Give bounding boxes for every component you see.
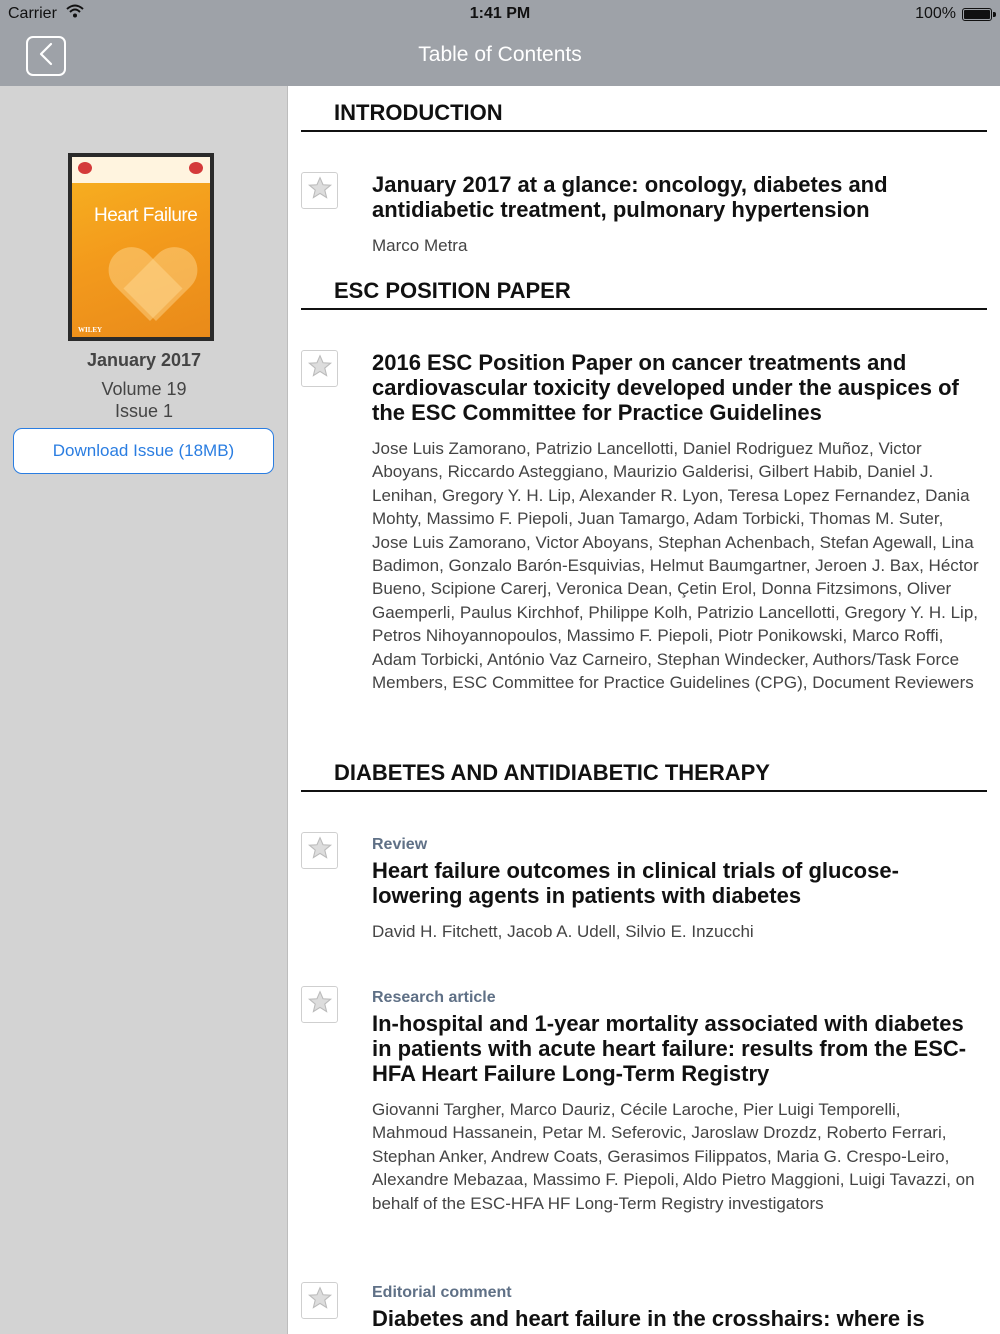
page-title: Table of Contents xyxy=(418,43,582,66)
star-icon xyxy=(307,989,333,1020)
issue-cover-image[interactable] xyxy=(68,153,214,341)
favorite-button[interactable] xyxy=(301,986,338,1023)
article-authors: Jose Luis Zamorano, Patrizio Lancellotti, Daniel Rodriguez Muñoz, Victor Aboyans, Riccardo Asteggiano, Maurizio Galderisi, Gilbert Habib, Daniel J. Lenihan, Gregory Y. H. Lip, Alexander R. Lyon, Teresa Lopez Fernandez, Dania Mohty, Massimo F. Piepoli, Juan Tamargo, Adam Torbicki, Thomas M. Suter, Jose Luis Zamorano, Victor Aboyans, Stephan Achenbach, Stefan Agewall, Lina Badimon, Gonzalo Barón-Esquivias, Helmut Baumgartner, Jeroen J. Bax, Héctor Bueno, Scipione Carerj, Veronica Dean, Çetin Erol, Donna Fitzsimons, Oliver Gaemperli, Paulus Kirchhof, Philippe Kolh, Patrizio Lancellotti, Gregory Y. H. Lip, Petros Nihoyannopoulos, Massimo F. Piepoli, Piotr Ponikowski, Marco Roffi, Adam Torbicki, António Vaz Carneiro, Stephan Windecker, Authors/Task Force Members, ESC Committee for Practice Guidelines (CPG), Document Reviewers xyxy=(372,439,979,693)
article-authors: Marco Metra xyxy=(372,236,468,255)
favorite-button[interactable] xyxy=(301,832,338,869)
status-time: 1:41 PM xyxy=(469,5,531,22)
article-title[interactable]: Diabetes and heart failure in the crosshairs: where is xyxy=(372,1306,925,1331)
star-icon xyxy=(307,835,333,866)
status-bar xyxy=(0,0,1000,28)
heart-logo-icon xyxy=(189,162,203,174)
issue-date: January 2017 xyxy=(86,350,202,370)
heart-illustration xyxy=(110,249,196,329)
article-title[interactable]: 2016 ESC Position Paper on cancer treatments and cardiovascular toxicity developed under the auspices of the ESC Committee for Practice Guidelines xyxy=(372,350,959,425)
section-heading: ESC POSITION PAPER xyxy=(301,264,987,310)
carrier-label: Carrier xyxy=(8,5,57,22)
issue-volume: Volume 19 xyxy=(101,379,187,399)
battery-percent: 100% xyxy=(915,5,956,22)
favorite-button[interactable] xyxy=(301,1282,338,1319)
battery-icon xyxy=(962,8,992,21)
favorite-button[interactable] xyxy=(301,172,338,209)
issue-sidebar xyxy=(0,86,288,1334)
star-icon xyxy=(307,175,333,206)
article-title[interactable]: Heart failure outcomes in clinical trials of glucose-lowering agents in patients with diabetes xyxy=(372,858,899,908)
cover-publisher: WILEY xyxy=(78,326,103,334)
article-type: Research article xyxy=(372,989,496,1006)
article-type: Review xyxy=(372,836,428,853)
issue-number: Issue 1 xyxy=(114,401,174,421)
section-heading: DIABETES AND ANTIDIABETIC THERAPY xyxy=(301,746,987,792)
article-authors: David H. Fitchett, Jacob A. Udell, Silvio E. Inzucchi xyxy=(372,922,754,941)
star-icon xyxy=(307,1285,333,1316)
cover-title: Heart Failure xyxy=(94,205,198,226)
table-of-contents xyxy=(289,86,1000,1334)
article-title[interactable]: January 2017 at a glance: oncology, diabetes and antidiabetic treatment, pulmonary hypertension xyxy=(372,172,888,222)
section-heading: INTRODUCTION xyxy=(301,86,987,132)
star-icon xyxy=(307,353,333,384)
top-bar xyxy=(0,0,1000,86)
heart-logo-icon xyxy=(78,162,92,174)
article-title[interactable]: In-hospital and 1-year mortality associated with diabetes in patients with acute heart failure: results from the ESC-HFA Heart Failure Long-Term Registry xyxy=(372,1011,967,1086)
article-type: Editorial comment xyxy=(372,1284,512,1301)
article-authors: Giovanni Targher, Marco Dauriz, Cécile Laroche, Pier Luigi Temporelli, Mahmoud Hassanein, Petar M. Seferovic, Jaroslaw Drozdz, Roberto Ferrari, Stephan Anker, Andrew Coats, Gerasimos Filippatos, Maria G. Crespo-Leiro, Alexandre Mebazaa, Massimo F. Piepoli, Aldo Pietro Maggioni, Luigi Tavazzi, on behalf of the ESC-HFA HF Long-Term Registry investigators xyxy=(372,1100,975,1213)
favorite-button[interactable] xyxy=(301,350,338,387)
download-issue-button[interactable]: Download Issue (18MB) xyxy=(13,428,274,474)
